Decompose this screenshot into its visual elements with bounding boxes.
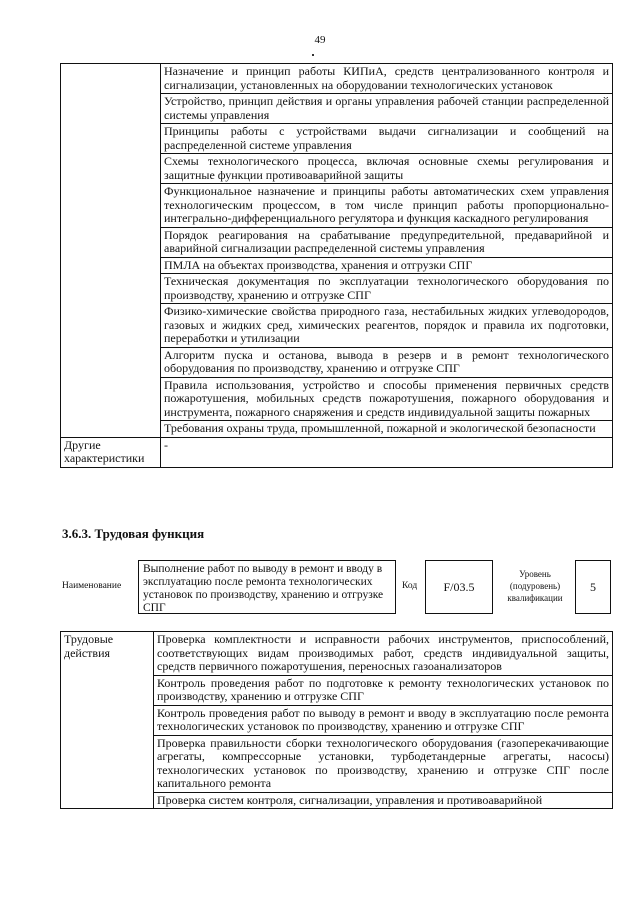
labor-actions-label: Трудовые действия: [61, 632, 154, 809]
table-cell: Назначение и принцип работы КИПиА, средств централизованного контроля и сигнализации, установленных на оборудовании технологических установок: [161, 64, 613, 94]
name-label: Наименование: [62, 581, 122, 591]
table-cell: Техническая документация по эксплуатации технологического оборудования по производству, хранению и отгрузке СПГ: [161, 274, 613, 304]
table-cell: Функциональное назначение и принципы работы автоматических схем управления технологическим процессом, в том числе принцип работы пропорционально-интегрально-дифференциального регулятора и функция каскадного регулирования: [161, 184, 613, 228]
qualification-level-label: Уровень (подуровень) квалификации: [507, 569, 563, 603]
section-heading: 3.6.3. Трудовая функция: [62, 526, 205, 541]
table-cell: Проверка систем контроля, сигнализации, управления и противоаварийной: [154, 792, 613, 809]
table-cell: Контроль проведения работ по выводу в ремонт и вводу в эксплуатацию после ремонта технологических установок по производству, хранению и отгрузке СПГ: [154, 705, 613, 735]
page-number: 49: [314, 34, 326, 46]
table-cell: Принципы работы с устройствами выдачи сигнализации и сообщений на распределенной системе управления: [161, 124, 613, 154]
table-row: [61, 632, 613, 676]
function-name-box: Выполнение работ по выводу в ремонт и вводу в эксплуатацию после ремонта технологических установок по производству, хранению и отгрузке СПГ: [138, 560, 396, 614]
function-code-box: F/03.5: [425, 560, 493, 614]
table-cell: Правила использования, устройство и способы применения первичных средств пожаротушения, мобильных средств пожаротушения, пожарного оборудования и инструмента, пожарного снаряжения и средств индивидуальной защиты пожарных: [161, 377, 613, 421]
table-cell: Физико-химические свойства природного газа, нестабильных жидких углеводородов, газовых и жидких сред, химических реагентов, порядок и правила их подготовки, переработки и утилизации: [161, 304, 613, 348]
table-cell: Устройство, принцип действия и органы управления рабочей станции распределенной системы управления: [161, 94, 613, 124]
table-label-cell: [61, 64, 161, 438]
knowledge-table: [60, 63, 613, 468]
table-cell: ПМЛА на объектах производства, хранения и отгрузки СПГ: [161, 257, 613, 274]
code-label: Код: [402, 581, 418, 591]
table-cell: Контроль проведения работ по подготовке к ремонту технологических установок по производству, хранению и отгрузке СПГ: [154, 675, 613, 705]
other-characteristics-value: -: [161, 437, 613, 467]
labor-actions-table: [60, 631, 613, 809]
table-cell: Проверка комплектности и исправности рабочих инструментов, приспособлений, соответствующих видам производимых работ, средств индивидуальной защиты, средств первичного пожаротушения, переносных газоанализаторов: [154, 632, 613, 676]
table-row: [61, 64, 613, 94]
table-cell: Схемы технологического процесса, включая основные схемы регулирования и защитные функции противоаварийной защиты: [161, 154, 613, 184]
table-cell: Требования охраны труда, промышленной, пожарной и экологической безопасности: [161, 421, 613, 438]
qualification-level-box: 5: [575, 560, 611, 614]
table-cell: Алгоритм пуска и останова, вывода в резерв и в ремонт технологического оборудования по производству, хранению и отгрузке СПГ: [161, 347, 613, 377]
table-cell: Проверка правильности сборки технологического оборудования (газоперекачивающие агрегаты, компрессорные установки, турбодетандерные агрегаты, насосы) технологических установок по производству, хранению и отгрузке СПГ после капитального ремонта: [154, 735, 613, 792]
scan-speck: [312, 54, 314, 56]
other-characteristics-label: Другие характеристики: [61, 437, 161, 467]
table-row: [61, 437, 613, 467]
table-cell: Порядок реагирования на срабатывание предупредительной, предаварийной и аварийной сигнализации распределенной системы управления: [161, 227, 613, 257]
